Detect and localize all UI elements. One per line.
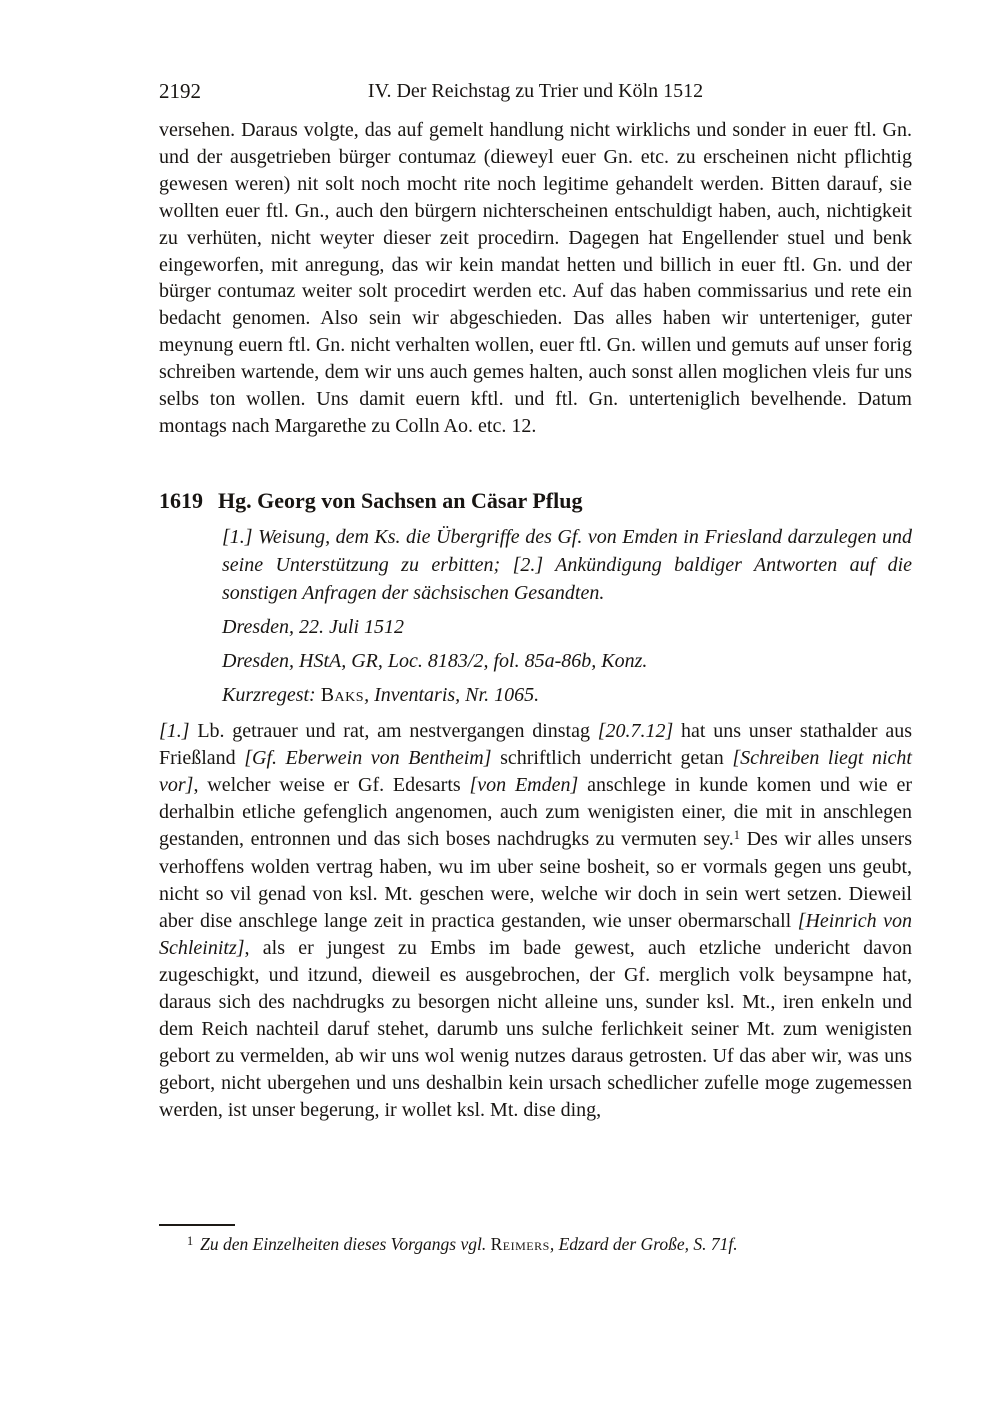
footnote-rule xyxy=(159,1224,235,1226)
entry-heading xyxy=(159,487,912,514)
running-title: IV. Der Reichstag zu Trier und Köln 1512 xyxy=(367,80,704,102)
page-number: 2192 xyxy=(159,79,201,103)
footnote-body: Zu den Einzelheiten dieses Vorgangs vgl. Reimers, Edzard der Große, S. 71f. xyxy=(200,1234,738,1254)
body-paragraph-1: versehen. Daraus volgte, das auf gemelt handlung nicht wirklichs und sonder in euer ftl. Gn. und der ausgetrieben bürger contumaz (dieweyl euer Gn. etc. zu erscheinen nicht pflichtig gewesen weren) nit solt noch mocht rite noch legitime gehandelt werden. Bitten darauf, sie wollten euer ftl. Gn., auch den bürgern nichterscheinen entschuldigt haben, auch, nichtigkeit zu verhüten, nicht weyter dieser zeit procedirn. Dagegen hat Engellender stuel und benk eingeworfen, mit anregung, das wir kein mandat hetten und billich in euer ftl. Gn. und der bürger contumaz weiter solt procedirt werden etc. Auf das haben commissarius und rete ein bedacht genomen. Also sein wir abgeschieden. Das alles haben wir unterteniger, guter meynung euern ftl. Gn. nicht verhalten wollen, euer ftl. Gn. willen und gemuts auf unser forig schreiben wartende, dem wir uns auch gemes halten, auch sonst allen moglichen vleis fur uns selbs ton wollen. Uns damit euern kftl. und ftl. Gn. unterteniglich bevelhende. Datum montags nach Margarethe zu Colln Ao. etc. 12. xyxy=(159,119,912,437)
entry-title: Hg. Georg von Sachsen an Cäsar Pflug xyxy=(218,487,583,513)
entry-number: 1619 xyxy=(159,487,203,513)
footnote-text xyxy=(159,1233,912,1258)
entry-archive-line: Dresden, HStA, GR, Loc. 8183/2, fol. 85a-86b, Konz. xyxy=(222,649,648,672)
footnote-marker: 1 xyxy=(187,1234,194,1249)
entry-kurzregest-line: Kurzregest: Baks, Inventaris, Nr. 1065. xyxy=(222,683,540,706)
footnote xyxy=(159,1224,912,1258)
entry-date-line: Dresden, 22. Juli 1512 xyxy=(222,615,405,638)
body-paragraph-2: [1.] Lb. getrauer und rat, am nestvergangen dinstag [20.7.12] hat uns unser stathalder aus Frießland [Gf. Eberwein von Bentheim] schriftlich underricht getan [Schreiben liegt nicht vor], welcher weise er Gf. Edesarts [von Emden] anschlege in kunde komen und wie er derhalbin etliche gefenglich angenomen, auch zum wenigisten einer, die mit in anschlegen gestanden, entronnen und das sich boses nachdrugks zu vermuten sey.$^1$ Des wir alles unsers verhoffens wolden vertrag haben, wu im uber seine bosheit, so er vormals gegen uns geubt, nicht so vil genad von ksl. Mt. geschen were, welche wir doch in sein wert setzen. Dieweil aber dise anschlege lange zeit in practica gestanden, wie unser obermarschall [Heinrich von Schleinitz], als er jungest zu Embs im bade gewest, auch etzliche undericht davon zugeschigkt, und itzund, dieweil es ausgebrochen, der Gf. merglich volk beysampne hat, daraus sich des nachdrugks zu besorgen nicht alleine uns, sunder ksl. Mt., iren enkeln und dem Reich nachteil daruf stehet, darumb uns sulche ferlichkeit seiner Mt. zum wenigisten gebort zu vermelden, ab wir uns wol wenig nutzes daraus getrosten. Uf das aber wir, was uns gebort, nicht ubergehen und uns deshalbin kein ursach schedlicher zufelle moge zugemessen werden, ist unser begerung, ir wollet ksl. Mt. dise ding, xyxy=(159,719,912,1121)
running-head xyxy=(159,78,912,104)
entry-regest: [1.] Weisung, dem Ks. die Übergriffe des Gf. von Emden in Friesland darzulegen und seine Unterstützung zu erbitten; [2.] Ankündigung baldiger Antworten auf die sonstigen Anfragen der sächsischen Gesandten. xyxy=(222,525,912,604)
